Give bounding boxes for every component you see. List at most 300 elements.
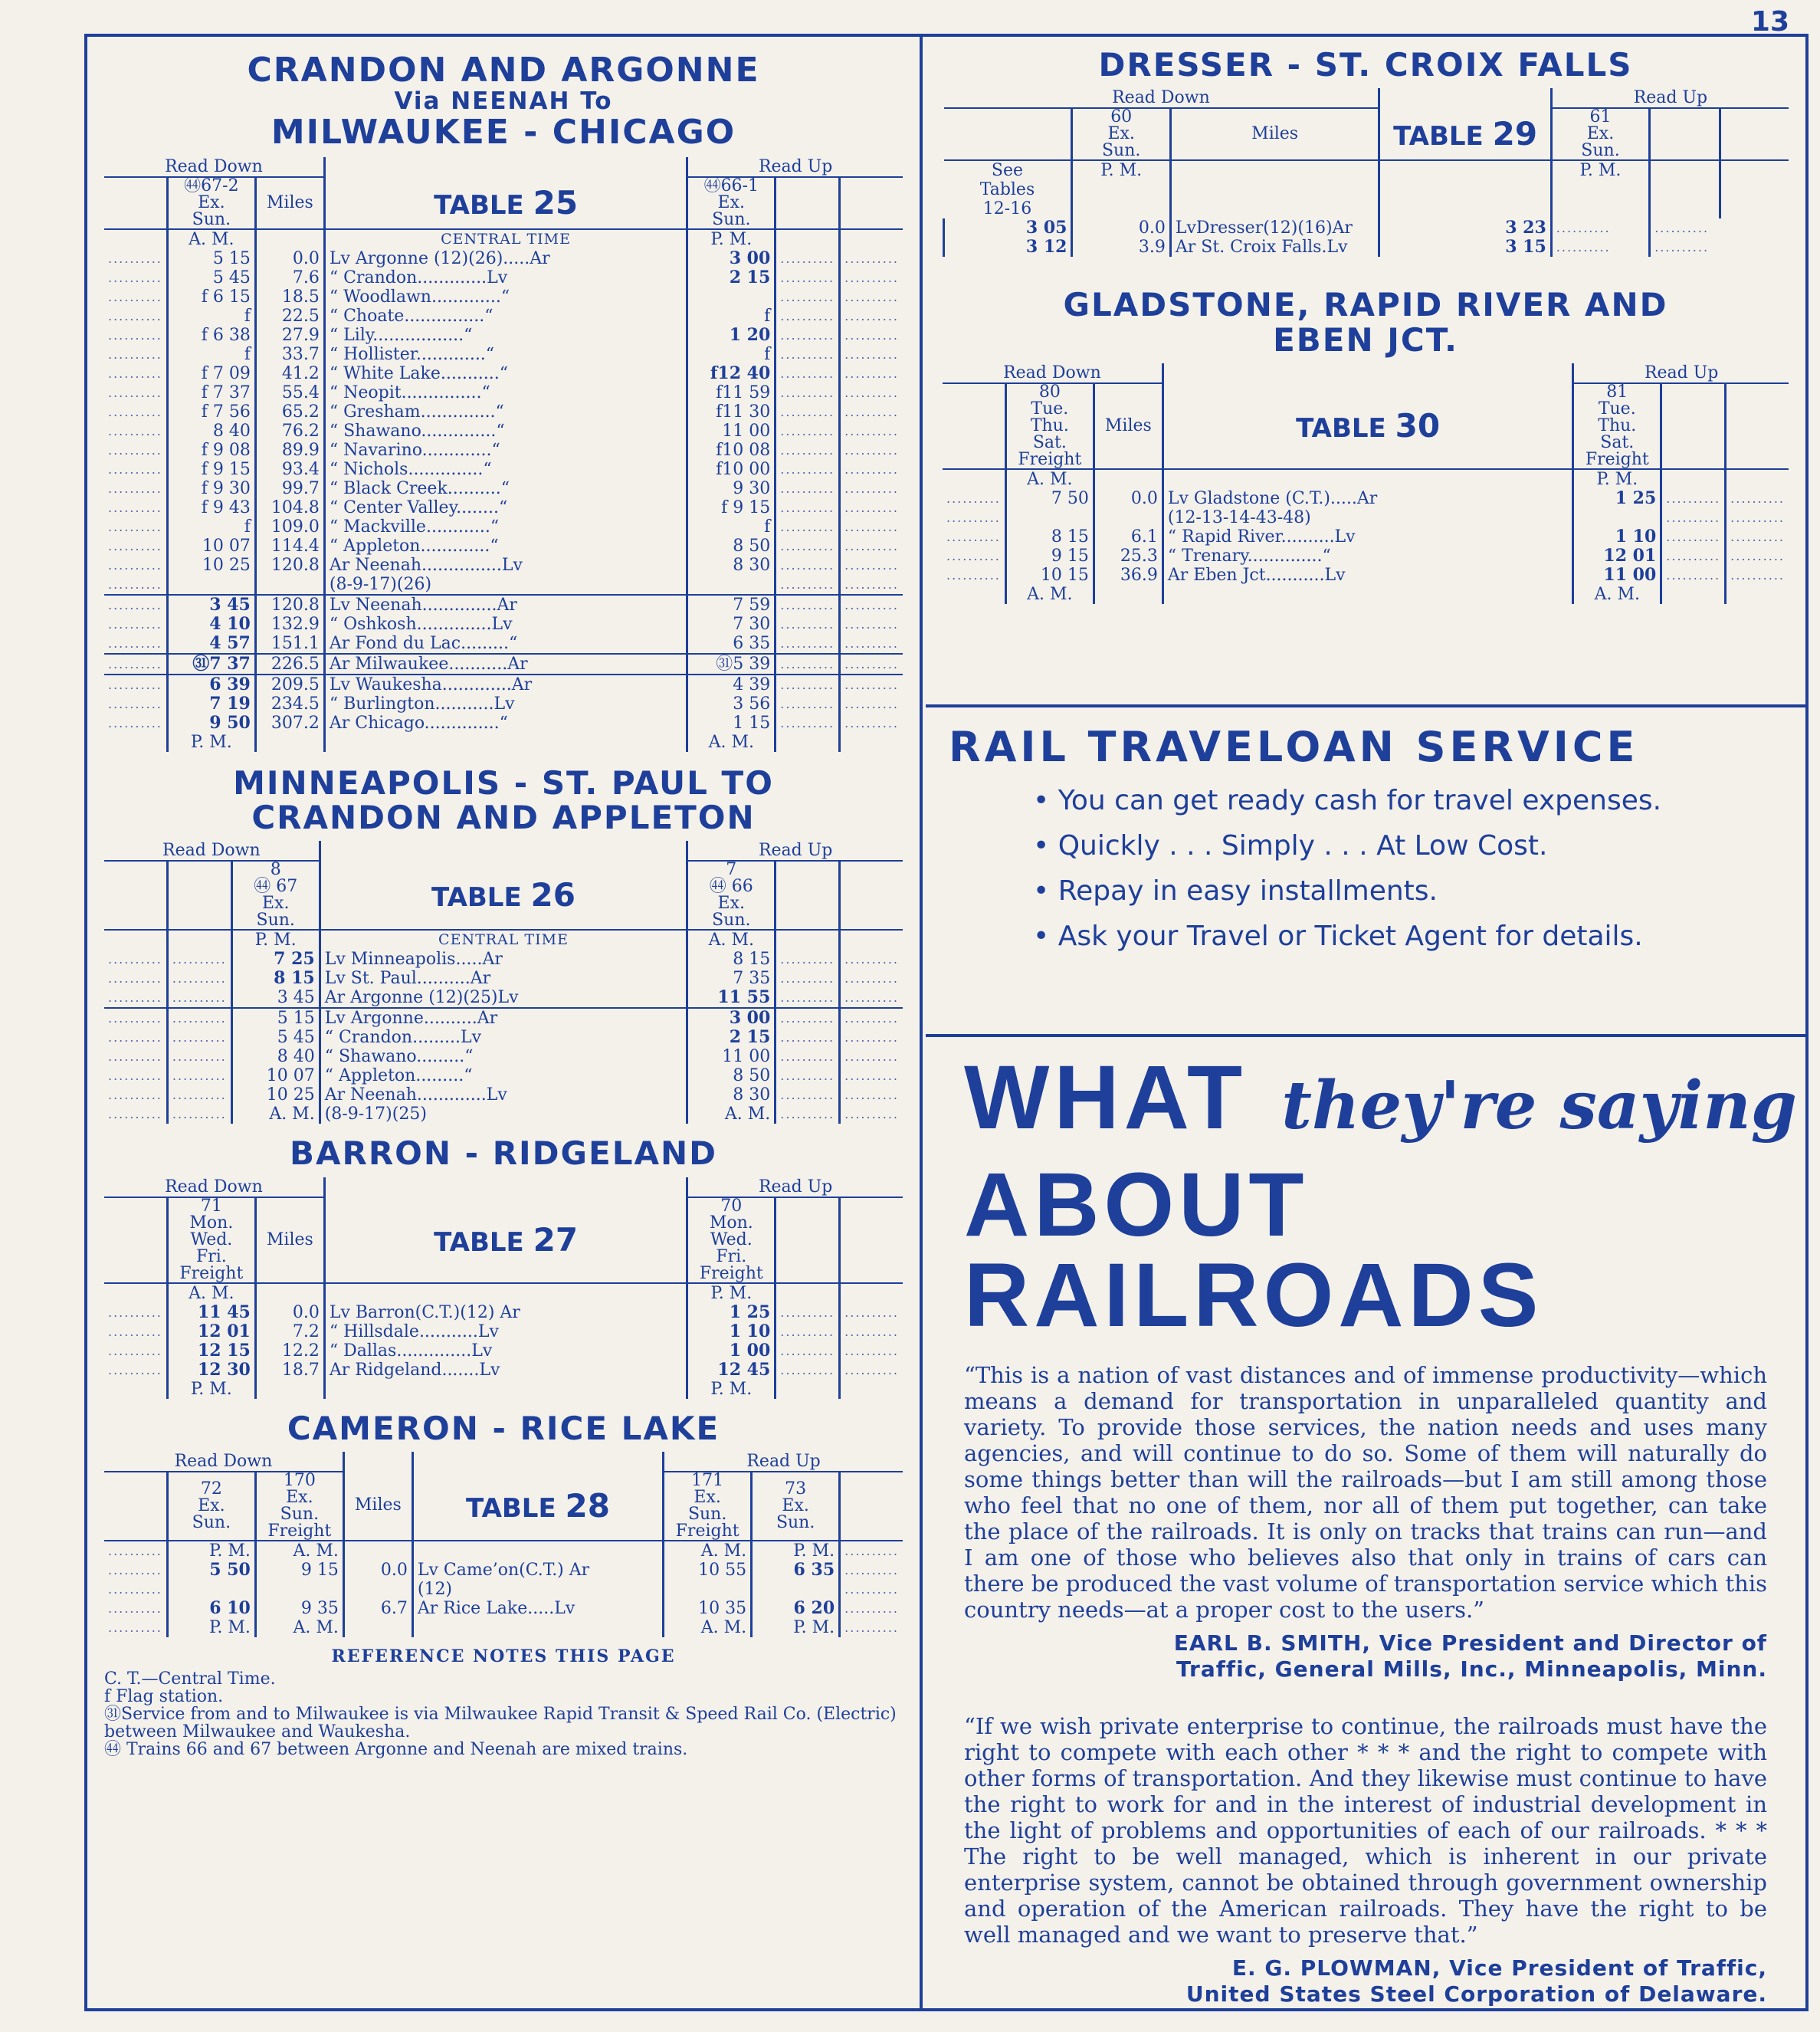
blank-column: .......... bbox=[108, 952, 162, 967]
time-170: 9 15 bbox=[255, 1561, 343, 1580]
read-down-label: Read Down bbox=[943, 363, 1163, 383]
time-down: f 7 37 bbox=[167, 383, 255, 402]
timetable-row bbox=[104, 1047, 903, 1066]
timetable-row bbox=[104, 950, 903, 969]
time-171: 10 55 bbox=[664, 1561, 752, 1580]
table25-title-line3: MILWAUKEE - CHICAGO bbox=[271, 112, 736, 152]
timetable-row bbox=[943, 508, 1789, 527]
time-down: f 6 38 bbox=[167, 326, 255, 345]
miles-value: 99.7 bbox=[255, 479, 324, 498]
table26-title-line1: MINNEAPOLIS - ST. PAUL TO bbox=[233, 763, 774, 802]
time-down bbox=[167, 575, 255, 595]
left-column bbox=[87, 37, 923, 2008]
blank-column: .......... bbox=[108, 715, 162, 730]
time-up: 8 50 bbox=[687, 1066, 776, 1085]
ampm: A. M. bbox=[1573, 585, 1661, 604]
notes-heading: REFERENCE NOTES THIS PAGE bbox=[331, 1646, 676, 1666]
timezone-label: CENTRAL TIME bbox=[320, 930, 687, 950]
timetable-row bbox=[104, 595, 903, 615]
blank-column: .......... bbox=[776, 694, 840, 714]
miles-header: Miles bbox=[255, 1197, 324, 1283]
timetable-page bbox=[84, 34, 1809, 2011]
read-up-label: Read Up bbox=[1551, 88, 1789, 108]
blank-column: .......... bbox=[840, 498, 903, 517]
traveloan-item: • Quickly . . . Simply . . . At Low Cost. bbox=[1033, 830, 1548, 862]
station-name: “ Hillsdale...........Lv bbox=[324, 1322, 687, 1341]
blank-column: .......... bbox=[840, 249, 903, 268]
time-up bbox=[687, 287, 776, 307]
station-name: “ Lily.................“ bbox=[324, 326, 687, 345]
timetable-row bbox=[943, 547, 1789, 566]
blank-column: .......... bbox=[108, 423, 162, 438]
timetable-row bbox=[943, 566, 1789, 585]
traveloan-item: • You can get ready cash for travel expenses. bbox=[1033, 785, 1662, 816]
time-down: f bbox=[167, 307, 255, 326]
traveloan-title: RAIL TRAVELOAN SERVICE bbox=[949, 723, 1639, 771]
table28 bbox=[104, 1452, 903, 1637]
miles-value: 109.0 bbox=[255, 517, 324, 537]
read-up-label: Read Up bbox=[687, 1177, 903, 1197]
blank-column: .......... bbox=[108, 538, 162, 553]
blank-column: .......... bbox=[108, 327, 162, 343]
station-name: “ Neopit...............“ bbox=[324, 383, 687, 402]
time-up: f11 30 bbox=[687, 402, 776, 422]
timetable-row bbox=[104, 1008, 903, 1028]
blank-column: .......... bbox=[840, 1541, 903, 1561]
miles-value bbox=[1094, 508, 1163, 527]
timetable-row bbox=[104, 326, 903, 345]
table27-label: TABLE 27 bbox=[324, 1197, 687, 1283]
miles-value: 0.0 bbox=[255, 249, 324, 268]
blank-column: .......... bbox=[167, 1105, 231, 1124]
blank-column: .......... bbox=[840, 1341, 903, 1361]
time-down: 3 45 bbox=[167, 595, 255, 615]
blank-column: .......... bbox=[840, 714, 903, 733]
timetable-row bbox=[104, 1599, 903, 1618]
time-up: f12 40 bbox=[687, 364, 776, 383]
blank-column: .......... bbox=[108, 1562, 162, 1577]
attribution-plowman: E. G. PLOWMAN, Vice President of Traffic, United States Steel Corporation of Delaware. bbox=[1185, 1955, 1767, 2007]
blank-column: .......... bbox=[840, 1361, 903, 1380]
blank-column: .......... bbox=[1661, 527, 1726, 547]
time-up: 3 00 bbox=[687, 249, 776, 268]
blank-column: .......... bbox=[776, 988, 840, 1008]
blank-column: .......... bbox=[840, 969, 903, 988]
timetable-row bbox=[104, 1541, 903, 1561]
time-up: 8 30 bbox=[687, 1085, 776, 1105]
train-header: 7 ㊹ 66 Ex. Sun. bbox=[687, 861, 776, 930]
station-name: “ Dallas..............Lv bbox=[324, 1341, 687, 1361]
timetable-row bbox=[104, 988, 903, 1008]
time-73: 6 20 bbox=[752, 1599, 840, 1618]
timetable-row bbox=[104, 383, 903, 402]
blank-column: .......... bbox=[108, 696, 162, 711]
blank-column: .......... bbox=[840, 364, 903, 383]
note-line: ㉛Service from and to Milwaukee is via Milwaukee Rapid Transit & Speed Rail Co. (Electric) between Milwaukee and Waukesha. bbox=[104, 1704, 897, 1741]
station-name: Lv Neenah..............Ar bbox=[324, 595, 687, 615]
time-down: 5 45 bbox=[231, 1028, 320, 1047]
train-header: 60 Ex. Sun. bbox=[1072, 108, 1170, 160]
miles-value: 7.2 bbox=[255, 1322, 324, 1341]
blank-column: .......... bbox=[776, 268, 840, 287]
table28-title: CAMERON - RICE LAKE bbox=[287, 1409, 720, 1447]
station-name: “ Mackville............“ bbox=[324, 517, 687, 537]
miles-value: 22.5 bbox=[255, 307, 324, 326]
timetable-row bbox=[104, 402, 903, 422]
blank-column: .......... bbox=[776, 575, 840, 595]
what-theyre-saying bbox=[926, 1037, 1805, 2007]
blank-column: .......... bbox=[840, 1085, 903, 1105]
station-name: “ Burlington...........Lv bbox=[324, 694, 687, 714]
table29-label: TABLE 29 bbox=[1379, 108, 1551, 160]
time-down: 5 15 bbox=[231, 1008, 320, 1028]
blank-column: .......... bbox=[108, 990, 162, 1006]
time-171 bbox=[664, 1580, 752, 1599]
blank-column: .......... bbox=[776, 307, 840, 326]
blank-column: .......... bbox=[108, 557, 162, 573]
timetable-row bbox=[104, 1341, 903, 1361]
station-name: Ar Milwaukee...........Ar bbox=[324, 654, 687, 675]
blank-column: .......... bbox=[776, 969, 840, 988]
miles-header: Miles bbox=[255, 177, 324, 229]
table29 bbox=[943, 88, 1789, 257]
time-up: 7 30 bbox=[687, 615, 776, 634]
read-down-label: Read Down bbox=[104, 1452, 343, 1472]
blank-column: .......... bbox=[776, 556, 840, 575]
blank-column: .......... bbox=[1726, 508, 1789, 527]
station-name: Lv St. Paul..........Ar bbox=[320, 969, 687, 988]
time-down: 5 15 bbox=[167, 249, 255, 268]
station-name: Lv Argonne..........Ar bbox=[320, 1008, 687, 1028]
blank-column: .......... bbox=[108, 971, 162, 986]
timetable-row bbox=[104, 1066, 903, 1085]
miles-value: 65.2 bbox=[255, 402, 324, 422]
timetable-row bbox=[104, 1028, 903, 1047]
time-up bbox=[1573, 508, 1661, 527]
ampm: P. M. bbox=[167, 733, 255, 752]
blank-column: .......... bbox=[1650, 238, 1720, 257]
miles-value: 18.7 bbox=[255, 1361, 324, 1380]
time-170: 9 35 bbox=[255, 1599, 343, 1618]
time-up: f10 00 bbox=[687, 460, 776, 479]
blank-column: .......... bbox=[840, 556, 903, 575]
miles-value: 12.2 bbox=[255, 1341, 324, 1361]
blank-column: .......... bbox=[108, 289, 162, 304]
train-header: 72 Ex. Sun. bbox=[167, 1472, 255, 1541]
station-name: “ Crandon.........Lv bbox=[320, 1028, 687, 1047]
blank-column: .......... bbox=[840, 1066, 903, 1085]
blank-column: .......... bbox=[840, 988, 903, 1008]
time-down: 10 07 bbox=[231, 1066, 320, 1085]
station-name: “ Shawano.........“ bbox=[320, 1047, 687, 1066]
miles-value: 93.4 bbox=[255, 460, 324, 479]
blank-column: .......... bbox=[840, 575, 903, 595]
blank-column: .......... bbox=[108, 481, 162, 496]
station-name: “ Black Creek..........“ bbox=[324, 479, 687, 498]
time-down: A. M. bbox=[231, 1105, 320, 1124]
read-down-label: Read Down bbox=[944, 88, 1379, 108]
time-up bbox=[687, 575, 776, 595]
miles-value: 0.0 bbox=[255, 1303, 324, 1322]
train-header: 171 Ex. Sun. Freight bbox=[664, 1472, 752, 1541]
timetable-row bbox=[104, 969, 903, 988]
time-up: 8 50 bbox=[687, 537, 776, 556]
blank-column: .......... bbox=[840, 595, 903, 615]
station-name: Ar Chicago..............“ bbox=[324, 714, 687, 733]
time-up: 6 35 bbox=[687, 634, 776, 654]
blank-column: .......... bbox=[840, 517, 903, 537]
blank-column: .......... bbox=[1726, 547, 1789, 566]
timetable-row bbox=[104, 441, 903, 460]
blank-column: .......... bbox=[104, 1008, 167, 1028]
blank-column: .......... bbox=[840, 326, 903, 345]
time-down bbox=[1005, 508, 1094, 527]
blank-column: .......... bbox=[1650, 218, 1720, 238]
table29-title: DRESSER - ST. CROIX FALLS bbox=[1098, 46, 1633, 84]
time-down: f 9 08 bbox=[167, 441, 255, 460]
station-name: Ar Argonne (12)(25)Lv bbox=[320, 988, 687, 1008]
time-down: 11 45 bbox=[167, 1303, 255, 1322]
blank-column: .......... bbox=[840, 694, 903, 714]
time-up: ㉛5 39 bbox=[687, 654, 776, 675]
time-73: 6 35 bbox=[752, 1561, 840, 1580]
station-name: Ar Rice Lake.....Lv bbox=[412, 1599, 663, 1618]
timetable-row bbox=[104, 1303, 903, 1322]
time-up: 11 00 bbox=[1573, 566, 1661, 585]
see-tables-note: See Tables 12-16 bbox=[979, 161, 1035, 219]
station-name bbox=[412, 1618, 663, 1637]
time-up: 3 56 bbox=[687, 694, 776, 714]
blank-column: .......... bbox=[1661, 508, 1726, 527]
blank-column: .......... bbox=[840, 1105, 903, 1124]
table26-title bbox=[104, 763, 903, 836]
blank-column: .......... bbox=[108, 1343, 162, 1358]
ampm: A. M. bbox=[167, 1283, 255, 1303]
time-down: f bbox=[167, 345, 255, 364]
time-up: 12 45 bbox=[687, 1361, 776, 1380]
blank-column: .......... bbox=[776, 1085, 840, 1105]
blank-column: .......... bbox=[776, 422, 840, 441]
train-header: ㊹66-1 Ex. Sun. bbox=[687, 177, 776, 229]
blank-column: .......... bbox=[1661, 547, 1726, 566]
time-73: P. M. bbox=[752, 1618, 840, 1637]
table25-title-line2: Via NEENAH To bbox=[394, 87, 613, 115]
miles-value: 0.0 bbox=[1094, 489, 1163, 508]
blank-column: .......... bbox=[840, 1322, 903, 1341]
time-up: 3 15 bbox=[1379, 238, 1551, 257]
miles-value: 36.9 bbox=[1094, 566, 1163, 585]
train-header: 61 Ex. Sun. bbox=[1551, 108, 1649, 160]
time-up: 11 55 bbox=[687, 988, 776, 1008]
time-73: P. M. bbox=[752, 1541, 840, 1561]
blank-column: .......... bbox=[776, 1361, 840, 1380]
blank-column: .......... bbox=[776, 950, 840, 969]
train-header: 81 Tue. Thu. Sat. Freight bbox=[1573, 383, 1661, 469]
time-up: 11 00 bbox=[687, 422, 776, 441]
timetable-row bbox=[104, 694, 903, 714]
note-line: ㊹ Trains 66 and 67 between Argonne and Neenah are mixed trains. bbox=[104, 1739, 688, 1759]
blank-column: .......... bbox=[776, 517, 840, 537]
timetable-row bbox=[104, 1105, 903, 1124]
blank-column: .......... bbox=[946, 510, 1001, 526]
table30-title bbox=[943, 287, 1789, 357]
time-up: f11 59 bbox=[687, 383, 776, 402]
time-down: 10 07 bbox=[167, 537, 255, 556]
traveloan-item: • Repay in easy installments. bbox=[1033, 875, 1438, 907]
time-72: P. M. bbox=[167, 1541, 255, 1561]
time-up: 7 59 bbox=[687, 595, 776, 615]
miles-value bbox=[343, 1580, 412, 1599]
time-down: f 9 15 bbox=[167, 460, 255, 479]
time-down: f 6 15 bbox=[167, 287, 255, 307]
time-up: 2 15 bbox=[687, 1028, 776, 1047]
blank-column: .......... bbox=[1726, 489, 1789, 508]
time-up: 1 25 bbox=[1573, 489, 1661, 508]
blank-column: .......... bbox=[776, 1105, 840, 1124]
ampm: P. M. bbox=[687, 1380, 776, 1399]
blank-column: .......... bbox=[108, 519, 162, 534]
ampm: P. M. bbox=[687, 229, 776, 249]
time-170 bbox=[255, 1580, 343, 1599]
blank-column: .......... bbox=[108, 1620, 162, 1635]
time-170: A. M. bbox=[255, 1618, 343, 1637]
blank-column: .......... bbox=[167, 1066, 231, 1085]
blank-column: .......... bbox=[946, 530, 1001, 545]
timetable-row bbox=[104, 714, 903, 733]
read-down-label: Read Down bbox=[104, 1177, 324, 1197]
miles-header: Miles bbox=[1170, 108, 1379, 160]
station-name: Ar Fond du Lac.........“ bbox=[324, 634, 687, 654]
train-header: 8 ㊹ 67 Ex. Sun. bbox=[231, 861, 320, 930]
miles-header: Miles bbox=[1094, 383, 1163, 469]
timetable-row bbox=[104, 675, 903, 694]
station-name: Lv Minneapolis.....Ar bbox=[320, 950, 687, 969]
blank-column: .......... bbox=[108, 616, 162, 632]
station-name: Ar Eben Jct...........Lv bbox=[1163, 566, 1572, 585]
miles-value bbox=[343, 1541, 412, 1561]
timetable-row bbox=[104, 537, 903, 556]
blank-column: .......... bbox=[840, 402, 903, 422]
read-down-label: Read Down bbox=[104, 157, 324, 177]
read-up-label: Read Up bbox=[687, 841, 903, 861]
timetable-row bbox=[104, 1085, 903, 1105]
blank-column: .......... bbox=[776, 714, 840, 733]
timetable-row bbox=[104, 268, 903, 287]
timetable-row bbox=[104, 654, 903, 675]
blank-column: .......... bbox=[108, 1030, 162, 1046]
blank-column: .......... bbox=[776, 1341, 840, 1361]
blank-column: .......... bbox=[840, 1561, 903, 1580]
timetable-row bbox=[104, 1322, 903, 1341]
blank-column: .......... bbox=[840, 441, 903, 460]
table27 bbox=[104, 1177, 903, 1399]
time-down: 3 05 bbox=[944, 218, 1072, 238]
miles-value: 25.3 bbox=[1094, 547, 1163, 566]
time-down: 10 25 bbox=[167, 556, 255, 575]
blank-column: .......... bbox=[776, 326, 840, 345]
blank-column: .......... bbox=[776, 1047, 840, 1066]
timetable-row bbox=[104, 345, 903, 364]
station-name: Ar Ridgeland.......Lv bbox=[324, 1361, 687, 1380]
time-down: 9 50 bbox=[167, 714, 255, 733]
train-header: 70 Mon. Wed. Fri. Freight bbox=[687, 1197, 776, 1283]
blank-column: .......... bbox=[108, 1305, 162, 1320]
timetable-row bbox=[104, 1580, 903, 1599]
blank-column: .......... bbox=[776, 615, 840, 634]
time-up: f bbox=[687, 345, 776, 364]
miles-value: 6.7 bbox=[343, 1599, 412, 1618]
blank-column: .......... bbox=[108, 1088, 162, 1103]
blank-column: .......... bbox=[776, 1322, 840, 1341]
station-name: (12-13-14-43-48) bbox=[1163, 508, 1572, 527]
time-down: 8 15 bbox=[231, 969, 320, 988]
blank-column: .......... bbox=[108, 461, 162, 477]
blank-column: .......... bbox=[776, 498, 840, 517]
miles-value: 234.5 bbox=[255, 694, 324, 714]
table26 bbox=[104, 841, 903, 1124]
time-171: A. M. bbox=[664, 1618, 752, 1637]
blank-column: .......... bbox=[776, 383, 840, 402]
blank-column: .......... bbox=[1661, 489, 1726, 508]
station-name: “ White Lake...........“ bbox=[324, 364, 687, 383]
time-down: f 9 30 bbox=[167, 479, 255, 498]
train-header: 71 Mon. Wed. Fri. Freight bbox=[167, 1197, 255, 1283]
station-name: “ Nichols..............“ bbox=[324, 460, 687, 479]
ampm: P. M. bbox=[1072, 160, 1170, 218]
blank-column: .......... bbox=[776, 537, 840, 556]
blank-column: .......... bbox=[840, 1303, 903, 1322]
miles-value: 0.0 bbox=[343, 1561, 412, 1580]
miles-value: 6.1 bbox=[1094, 527, 1163, 547]
time-down: f 9 43 bbox=[167, 498, 255, 517]
miles-value bbox=[255, 575, 324, 595]
blank-column: .......... bbox=[104, 595, 167, 615]
time-up: 1 10 bbox=[1573, 527, 1661, 547]
ampm: P. M. bbox=[167, 1380, 255, 1399]
timetable-row bbox=[104, 249, 903, 268]
time-up: 3 00 bbox=[687, 1008, 776, 1028]
time-down: 7 19 bbox=[167, 694, 255, 714]
time-down: 12 01 bbox=[167, 1322, 255, 1341]
table26-title-line2: CRANDON AND APPLETON bbox=[251, 798, 756, 836]
blank-column: .......... bbox=[776, 654, 840, 675]
table27-title: BARRON - RIDGELAND bbox=[289, 1134, 717, 1173]
timetable-row bbox=[104, 479, 903, 498]
station-name: “ Shawano..............“ bbox=[324, 422, 687, 441]
station-name: Lv Barron(C.T.)(12) Ar bbox=[324, 1303, 687, 1322]
timetable-row bbox=[104, 422, 903, 441]
station-name: “ Oshkosh..............Lv bbox=[324, 615, 687, 634]
miles-header: Miles bbox=[343, 1472, 412, 1541]
timetable-row bbox=[943, 489, 1789, 508]
blank-column: .......... bbox=[776, 634, 840, 654]
page-number: 13 bbox=[1750, 6, 1789, 38]
blank-column: .......... bbox=[108, 366, 162, 381]
time-up: 1 20 bbox=[687, 326, 776, 345]
timetable-row bbox=[104, 575, 903, 595]
time-up: 4 39 bbox=[687, 675, 776, 694]
traveloan-ad bbox=[926, 707, 1805, 1037]
station-name: Ar Neenah.............Lv bbox=[320, 1085, 687, 1105]
blank-column: .......... bbox=[108, 385, 162, 400]
ampm: P. M. bbox=[687, 1283, 776, 1303]
miles-value: 226.5 bbox=[255, 654, 324, 675]
ampm: A. M. bbox=[1005, 585, 1094, 604]
miles-value: 120.8 bbox=[255, 556, 324, 575]
station-name: (12) bbox=[412, 1580, 663, 1599]
blank-column: .......... bbox=[108, 270, 162, 285]
time-down: f 7 56 bbox=[167, 402, 255, 422]
